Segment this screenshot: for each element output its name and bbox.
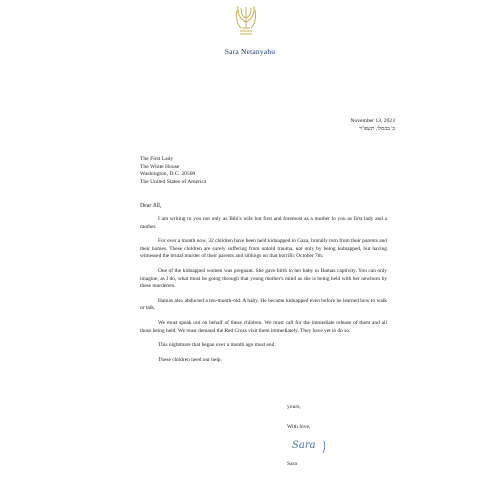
body-paragraph: One of the kidnapped women was pregnant. She gave birth to her baby in Hamas captivity. You can only imagine, as I do, what must be going through that young mother's mind as she is being held with her newborn by these murderers. bbox=[140, 267, 387, 290]
menorah-emblem-icon bbox=[235, 4, 257, 38]
body-paragraph: For over a month now, 32 children have been held kidnapped in Gaza, brutally torn from their parents and their homes. These children are surely suffering from untold trauma, not only by being kidnapped, but having witnessed the brutal murder of their parents and siblings on that horrific October 7th. bbox=[140, 238, 387, 260]
address-line: The United States of America bbox=[140, 178, 207, 185]
date-gregorian: November 13, 2023 bbox=[350, 118, 395, 124]
body-paragraph: These children need our help. bbox=[158, 356, 222, 363]
letter-date bbox=[300, 117, 395, 133]
closing-line: With love, bbox=[287, 424, 311, 430]
sender-name: Sara Netanyahu bbox=[224, 47, 276, 56]
letter-body bbox=[140, 216, 387, 371]
recipient-address bbox=[140, 156, 340, 186]
address-line: The First Lady bbox=[140, 156, 174, 162]
body-paragraph: This nightmare that began over a month ago must end. bbox=[158, 342, 276, 349]
closing-line: yours, bbox=[287, 404, 301, 410]
body-paragraph: I am writing to you not only as Bibi's wife but first and foremost as a mother to you as first lady and a mother. bbox=[140, 216, 387, 230]
address-line: The White House bbox=[140, 163, 180, 170]
address-line: Washington, D.C. 20500 bbox=[140, 171, 196, 178]
salutation: Dear Jill, bbox=[140, 203, 162, 209]
body-paragraph: Hamas also abducted a ten-month-old. A baby. He became kidnapped even before he learned how to walk or talk. bbox=[140, 297, 387, 312]
date-hebrew: ב' בכסלו, תשפ"ד bbox=[359, 126, 395, 132]
printed-name: Sara bbox=[287, 461, 297, 467]
signature-text: Sara bbox=[292, 440, 316, 451]
handwritten-signature bbox=[288, 429, 336, 459]
body-paragraph: We must speak out on behalf of these children. We must call for the immediate release of them and all those being held. We must demand the Red Cross visit them immediately. They have yet to do so. bbox=[140, 319, 387, 334]
